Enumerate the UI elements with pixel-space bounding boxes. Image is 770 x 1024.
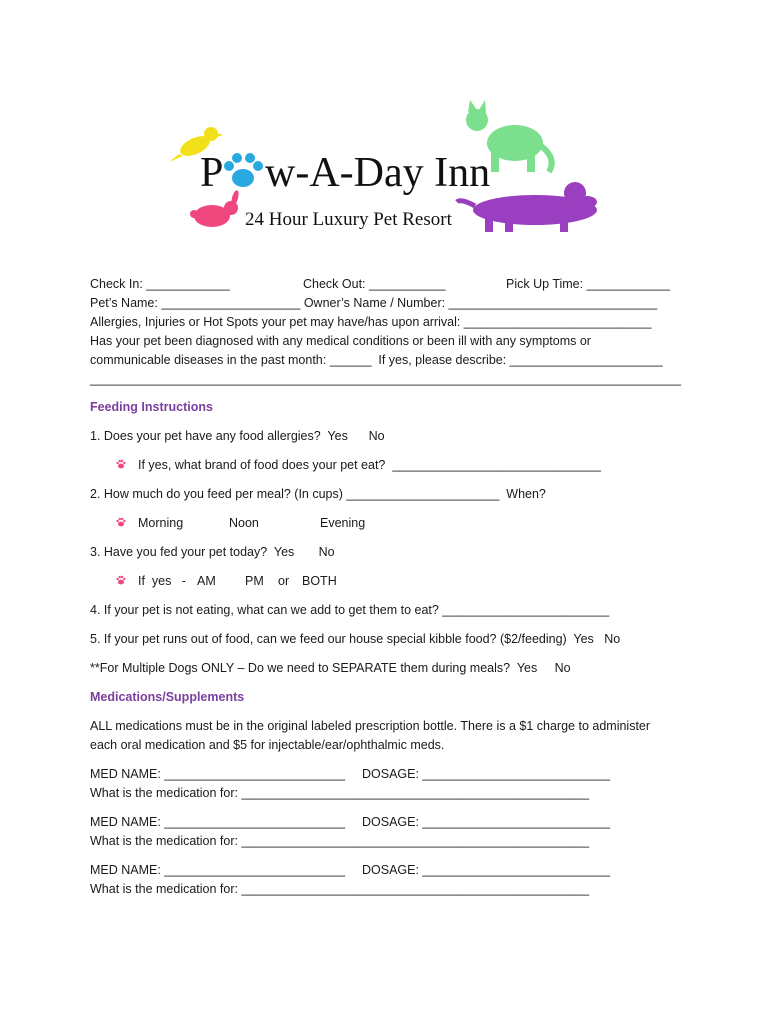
paw-bullet-icon bbox=[116, 458, 126, 468]
feeding-q2[interactable]: 2. How much do you feed per meal? (In cups) ______________________ When? bbox=[90, 487, 546, 501]
feeding-q1-brand-field[interactable]: If yes, what brand of food does your pet eat? ______________________________ bbox=[138, 458, 601, 472]
describe-blank-line[interactable]: _____________________________________________________________________________________ bbox=[90, 372, 681, 386]
medications-note-line2: each oral medication and $5 for injectable/ear/ophthalmic meds. bbox=[90, 738, 445, 752]
or-label: or bbox=[278, 574, 290, 588]
option-noon[interactable]: Noon bbox=[229, 516, 259, 530]
check-in-field[interactable]: Check In: ____________ bbox=[90, 277, 230, 291]
feeding-q5[interactable]: 5. If your pet runs out of food, can we feed our house special kibble food? ($2/feeding) Yes No bbox=[90, 632, 621, 646]
medications-heading: Medications/Supplements bbox=[90, 690, 245, 704]
paw-icon bbox=[224, 153, 263, 187]
feeding-q3[interactable]: 3. Have you fed your pet today? Yes No bbox=[90, 545, 335, 559]
med-name-field[interactable]: MED NAME: __________________________ bbox=[90, 815, 346, 829]
medications-note-line1: ALL medications must be in the original labeled prescription bottle. There is a $1 charge to administer bbox=[90, 719, 651, 733]
svg-text:P: P bbox=[200, 150, 224, 196]
svg-text:w-A-Day Inn: w-A-Day Inn bbox=[265, 150, 491, 196]
option-am[interactable]: AM bbox=[197, 574, 216, 588]
dosage-field[interactable]: DOSAGE: ___________________________ bbox=[362, 767, 611, 781]
med-purpose-field[interactable]: What is the medication for: __________________________________________________ bbox=[90, 882, 590, 896]
pick-up-time-field[interactable]: Pick Up Time: ____________ bbox=[506, 277, 670, 291]
med-purpose-field[interactable]: What is the medication for: __________________________________________________ bbox=[90, 834, 590, 848]
option-pm[interactable]: PM bbox=[245, 574, 264, 588]
logo-tagline: 24 Hour Luxury Pet Resort bbox=[245, 209, 452, 230]
logo bbox=[165, 98, 605, 238]
diagnosed-question: Has your pet been diagnosed with any medical conditions or been ill with any symptoms or bbox=[90, 334, 591, 348]
diagnosed-describe-field[interactable]: communicable diseases in the past month: ______ If yes, please describe: ______________________ bbox=[90, 353, 663, 367]
option-both[interactable]: BOTH bbox=[302, 574, 337, 588]
allergies-field[interactable]: Allergies, Injuries or Hot Spots your pet may have/has upon arrival: ___________________________ bbox=[90, 315, 652, 329]
feeding-heading: Feeding Instructions bbox=[90, 400, 213, 414]
option-morning[interactable]: Morning bbox=[138, 516, 184, 530]
feeding-q1[interactable]: 1. Does your pet have any food allergies? Yes No bbox=[90, 429, 385, 443]
paw-bullet-icon bbox=[116, 574, 126, 584]
med-purpose-field[interactable]: What is the medication for: __________________________________________________ bbox=[90, 786, 590, 800]
dosage-field[interactable]: DOSAGE: ___________________________ bbox=[362, 815, 611, 829]
dosage-field[interactable]: DOSAGE: ___________________________ bbox=[362, 863, 611, 877]
med-name-field[interactable]: MED NAME: __________________________ bbox=[90, 863, 346, 877]
med-name-field[interactable]: MED NAME: __________________________ bbox=[90, 767, 346, 781]
multi-dog-question[interactable]: **For Multiple Dogs ONLY – Do we need to SEPARATE them during meals? Yes No bbox=[90, 661, 571, 675]
paw-bullet-icon bbox=[116, 516, 126, 526]
feeding-q4[interactable]: 4. If your pet is not eating, what can we add to get them to eat? ________________________ bbox=[90, 603, 610, 617]
check-out-field[interactable]: Check Out: ___________ bbox=[303, 277, 446, 291]
option-evening[interactable]: Evening bbox=[320, 516, 366, 530]
q3-if-yes-label: If yes - bbox=[138, 574, 186, 588]
pet-owner-field[interactable]: Pet’s Name: ____________________ Owner’s Name / Number: ______________________________ bbox=[90, 296, 658, 310]
